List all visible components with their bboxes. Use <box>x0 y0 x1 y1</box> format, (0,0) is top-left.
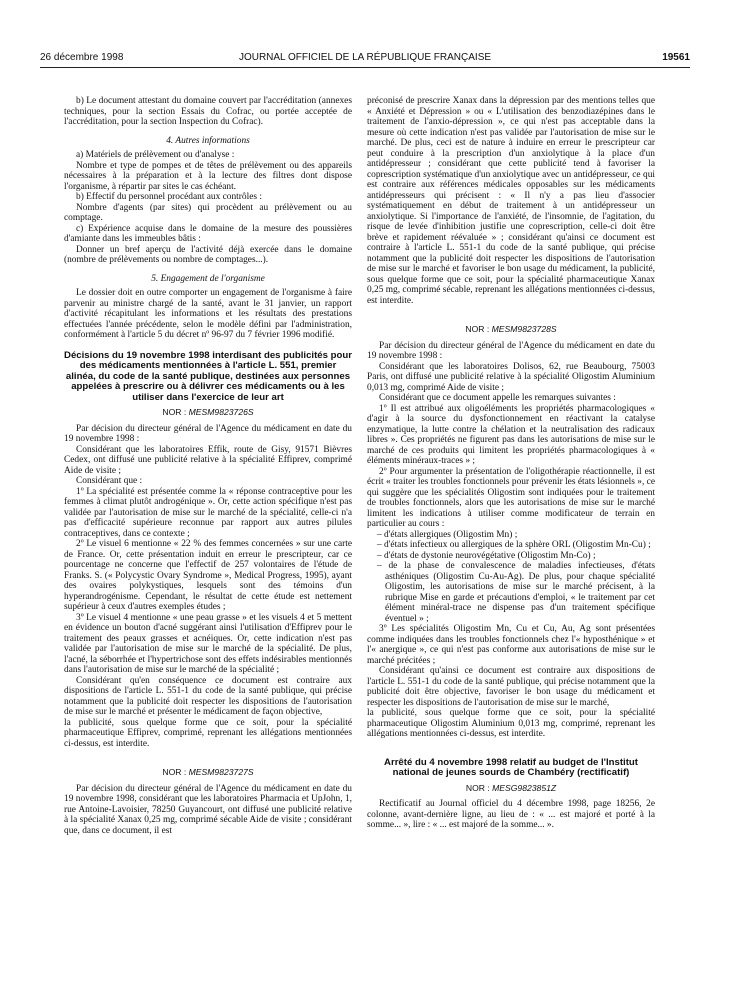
nor-reference: NOR : MESM9823726S <box>162 407 254 418</box>
paragraph: Rectificatif au Journal officiel du 4 décembre 1998, page 18256, 2e colonne, avant-dernière ligne, au lieu de : « ... est majoré et porté à la somme... », lire : « ... est majoré de la somme... ». <box>367 799 655 831</box>
paragraph: 3º Le visuel 4 mentionne « une peau grasse » et les visuels 4 et 5 mettent en évidence un bouton d'acné suggérant ainsi l'utilisation d'Effiprev pour le traitement des peaux grasses et acnéiques. Or, cette indication n'est pas validée par l'autorisation de mise sur le marché de la spécialité. De plus, l'acné, la séborrhée et l'hypertrichose sont des effets indésirables mentionnés dans l'autorisation de mise sur le marché de la spécialité ; <box>64 612 352 676</box>
paragraph: Considérant que les laboratoires Effik, route de Gisy, 91571 Bièvres Cedex, ont diffusé une publicité relative à la spécialité Effiprev, comprimé Aide de visite ; <box>64 444 352 476</box>
paragraph: Nombre d'agents (par sites) qui procèdent au prélèvement ou au comptage. <box>64 202 352 223</box>
list-item: – d'états infectieux ou allergiques de la sphère ORL (Oligostim Mn-Cu) ; <box>377 540 651 550</box>
paragraph: a) Matériels de prélèvement ou d'analyse : <box>76 150 235 160</box>
paragraph: 2º Pour argumenter la présentation de l'oligothérapie réactionnelle, il est écrit « traiter les troubles fonctionnels pour prévenir les états lésionnels », ce qui suggère que les spécialités Oligostim sont indiquées pour le traitement de troubles fonctionnels, alors que les autorisations de mise sur le marché limitent les indications à utiliser comme modificateur de terrain en particulier au cours : <box>367 466 655 529</box>
paragraph: Le dossier doit en outre comporter un engagement de l'organisme à faire parvenir au ministre chargé de la santé, avant le 31 janvier, un rapport d'activité récapitulant les informations et les résultats des prestations effectuées l'année précédente, selon le modèle défini par l'administration, conformément à l'article 5 du décret nº 96-97 du 7 février 1996 modifié. <box>64 288 352 340</box>
header-rule <box>40 67 690 68</box>
paragraph: Par décision du directeur général de l'Agence du médicament en date du 19 novembre 1998 : <box>367 340 655 361</box>
list-item: – d'états de dystonie neurovégétative (Oligostim Mn-Co) ; <box>377 550 596 561</box>
paragraph: Considérant qu'en conséquence ce document est contraire aux dispositions de l'article L. 551-1 du code de la santé publique, qui précise notamment que la publicité doit respecter les dispositions de l'autorisation de mise sur le marché et présenter le médicament de façon objective, <box>64 675 352 718</box>
nor-reference: NOR : MESM9823728S <box>465 324 557 334</box>
paragraph: Par décision du directeur général de l'Agence du médicament en date du 19 novembre 1998 : <box>64 423 352 445</box>
paragraph: Considérant qu'ainsi ce document est contraire aux dispositions de l'article L. 551-1 du code de la santé publique, qui précise notamment que la publicité doit être objective, favoriser le bon usage du médicament et respecter les dispositions de l'autorisation de mise sur le marché, <box>367 666 655 708</box>
paragraph: 1º La spécialité est présentée comme la « réponse contraceptive pour les femmes à climat plutôt androgénique ». Or, cette action spécifique n'est pas validée par l'autorisation de mise sur le marché de la spécialité, celle-ci n'a pas d'efficacité supérieure reconnue par rapport aux autres pilules contraceptives, dans ce contexte ; <box>64 486 352 539</box>
nor-reference: NOR : MESG9823851Z <box>465 782 557 793</box>
list-item: – d'états allergiques (Oligostim Mn) ; <box>377 529 518 540</box>
paragraph: Considérant que ce document appelle les remarques suivantes : <box>379 393 616 403</box>
paragraph: préconisé de prescrire Xanax dans la dépression par des mentions telles que « Anxiété et Dépression » ou « L'utilisation des benzodiazépines dans le traitement de l'anxio-dépression », ce qui n'est pas acceptable dans la mesure où cette indication n'est pas validée par l'autorisation de mise sur le marché. De plus, ceci est de nature à induire en erreur le prescripteur car peut conduire à la prescription d'un anxiolytique à la place d'un antidépresseur ; considérant que cette publicité tend à favoriser la coprescription systématique d'un anxiolytique avec un antidépresseur, ce qui est contraire aux références médicales opposables sur les médicaments antidépresseurs qui précisent : « Il n'y a pas lieu d'associer systématiquement en début de traitement à un antidépresseur un anxiolytique. Si l'importance de l'anxiété, de l'insomnie, de l'agitation, du risque de levée d'inhibition justifie une coprescription, celle-ci doit être brève et rapidement réévaluée » ; considérant qu'ainsi ce document est contraire à l'article L. 551-1 du code de la santé publique, qui précise notamment que la publicité doit respecter les dispositions de l'autorisation de mise sur le marché et favoriser le bon usage du médicament, la publicité, sous quelque forme que ce soit, pour la spécialité pharmaceutique Xanax 0,25 mg, comprimé sécable, reprenant les allégations mentionnées ci-dessus, est interdite. <box>367 96 655 306</box>
paragraph: 1º Il est attribué aux oligoéléments les propriétés pharmacologiques « d'agir à la source du dysfonctionnement en réactivant la catalyse enzymatique, la lutte contre la chélation et la neutralisation des radicaux libres ». Ces propriétés ne figurent pas dans les autorisations de mise sur le marché de ces produits qui limitent les propriétés pharmacologiques à « éléments minéraux-traces » ; <box>367 403 655 466</box>
paragraph: Nombre et type de pompes et de têtes de prélèvement ou des appareils nécessaires à la préparation et à la lecture des filtres dont dispose l'organisme, à répartir par sites le cas échéant. <box>64 160 352 192</box>
paragraph: la publicité, sous quelque forme que ce soit, pour la spécialité pharmaceutique Oligostim Aluminium 0,013 mg, comprimé, reprenant les allégations mentionnées ci-dessus, est interdite. <box>367 708 655 739</box>
paragraph: Considérant que les laboratoires Dolisos, 62, rue Beaubourg, 75003 Paris, ont diffusé une publicité relative à la spécialité Oligostim Aluminium 0,013 mg, comprimé Aide de visite ; <box>367 361 655 393</box>
paragraph: b) Effectif du personnel procédant aux contrôles : <box>76 192 262 202</box>
section-subheading: 4. Autres informations <box>166 135 250 146</box>
header-date: 26 décembre 1998 <box>40 52 124 63</box>
list-item: – de la phase de convalescence de maladies infectieuses, d'états asthéniques (Oligostim Cu-Au-Ag). De plus, pour chaque spécialité Oligostim, les autorisations de mise sur le marché précisent, à la rubrique Mise en garde et précautions d'emploi, « le traitement par cet élément minéral-trace ne dispense pas d'un traitement spécifique éventuel » ; <box>377 561 655 624</box>
paragraph: Par décision du directeur général de l'Agence du médicament en date du 19 novembre 1998, considérant que les laboratoires Pharmacia et UpJohn, 1, rue Antoine-Lavoisier, 78250 Guyancourt, ont diffusé une publicité relative à la spécialité Xanax 0,25 mg, comprimé sécable Aide de visite ; considérant que, dans ce document, il est <box>64 783 352 836</box>
header-journal-title: JOURNAL OFFICIEL DE LA RÉPUBLIQUE FRANÇAISE <box>238 52 492 63</box>
decision-heading: Décisions du 19 novembre 1998 interdisant des publicités pour des médicaments mentionnées à l'article L. 551, premier alinéa, du code de la santé publique, destinées aux personnes appelées à prescrire ou à délivrer ces médicaments ou à les utiliser dans l'exercice de leur art <box>64 349 352 403</box>
paragraph: la publicité, sous quelque forme que ce soit, pour la spécialité pharmaceutique Effiprev, comprimé, reprenant les allégations mentionnées ci-dessus, est interdite. <box>64 717 352 749</box>
indication-list <box>367 530 655 625</box>
section-subheading: 5. Engagement de l'organisme <box>151 273 265 284</box>
paragraph: 2º Le visuel 6 mentionne « 22 % des femmes concernées » sur une carte de France. Or, cette présentation induit en erreur le prescripteur, car ce pourcentage ne concerne que l'effectif de 257 volontaires de l'étude de Franks. S. (« Polycystic Ovary Syndrome », Medical Progress, 1995), ayant des ovaires polykystiques, lesquels sont des témoins d'un hyperandrogénisme. Cependant, le résultat de cette étude est nettement supérieur à ceux d'autres exemples études ; <box>64 539 352 613</box>
header-page-number: 19561 <box>662 52 690 63</box>
paragraph: b) Le document attestant du domaine couvert par l'accréditation (annexes techniques, pour la section Essais du Cofrac, ou portée acceptée de l'accréditation, pour la section Inspection du Cofrac). <box>64 96 352 127</box>
left-column <box>64 96 352 836</box>
paragraph: c) Expérience acquise dans le domaine de la mesure des poussières d'amiante dans les immeubles bâtis : <box>64 223 352 244</box>
nor-reference: NOR : MESM9823727S <box>162 767 254 778</box>
decree-heading: Arrêté du 4 novembre 1998 relatif au budget de l'Institut national de jeunes sourds de Chambéry (rectificatif) <box>384 756 638 779</box>
page-header <box>40 52 690 66</box>
right-column <box>367 96 655 831</box>
paragraph: 3º Les spécialités Oligostim Mn, Cu et Cu, Au, Ag sont présentées comme indiquées dans les troubles fonctionnels chez l'« hyposthénique » et l'« anergique », ce qui n'est pas conforme aux autorisations de mise sur le marché précitées ; <box>367 624 655 666</box>
paragraph: Donner un bref aperçu de l'activité déjà exercée dans le domaine (nombre de prélèvements ou nombre de comptages...). <box>64 244 352 265</box>
paragraph: Considérant que : <box>76 476 143 487</box>
